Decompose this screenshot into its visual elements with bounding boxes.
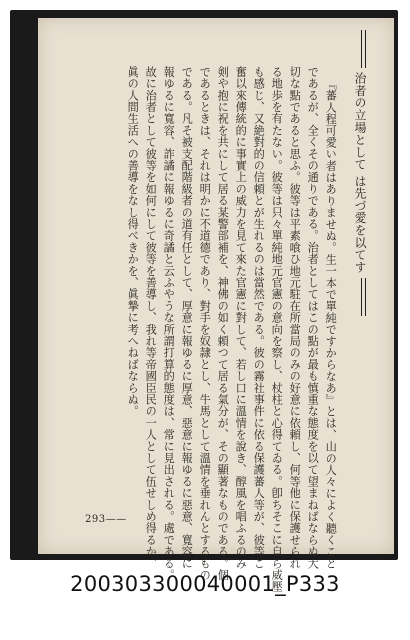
text-column: 故に治者として彼等を如何にして彼等を善導し、我れ等帝國臣民の一人として伍せしめ得るか、 (144, 66, 158, 570)
text-column: る地歩を有たない。彼等は只々單純地元官憲の意向を察し、杖柱と心得てゐる。卽ちそこに自ら威壓 (270, 66, 284, 593)
text-column: 剣や抱に祝を共にして居る某警部補を、神佛の如く頼つて居る氣分が、その顯著なものである。個 (216, 66, 230, 581)
text-column: である。凡そ被支配階級者の道有任として、厚意に報ゆるに厚意、惡意に報ゆるに惡意、寬容に (180, 66, 194, 570)
text-column: 奮以來傳統的に事實上の威力を見て來た官憲に對して、若し口に溫情を說き、醇風を唱ふるのみ (234, 66, 248, 570)
text-column: であるときは、それは明かに不道德であり、對手を奴隷とし、牛馬として溫情を垂れんとするもの (198, 66, 212, 581)
text-column: 報ゆるに寬容、詐譎に報ゆるに奇譎と云ふやうな所謂打算的態度は、常に見出される。處である。 (162, 66, 176, 581)
text-column: 切な點であると思ふ。彼等は平素喰ひ地元駐在所當局のみの好意に依頼し、何等他に保護せられ (288, 66, 302, 570)
page-number: 293—— (85, 514, 127, 525)
heading-text: 治者の立場として は先づ愛を以てす (353, 72, 367, 274)
heading-rule (361, 278, 366, 316)
text-column: であるが、全くその通りである。治者としてはこの點が最も慎重な態度を以て望まねばならぬ大 (306, 66, 320, 570)
text-column: も感じ、又絶對的の信頼とが生れるのは當然である。彼の霧社事件に依る保護蕃人等が、彼等こ (252, 66, 266, 570)
image-caption: 200303300040001_P333 (70, 572, 340, 596)
section-heading (352, 30, 369, 316)
heading-rule (361, 30, 366, 68)
text-column: 眞の人間生活への善導をなし得べきかを、眞摯に考へねばならぬ。 (126, 66, 140, 417)
text-column: 『蕃人程可愛い者はありませぬ。生一本で單純ですからなあ』とは、山の人々によく聽くこと (324, 78, 338, 570)
